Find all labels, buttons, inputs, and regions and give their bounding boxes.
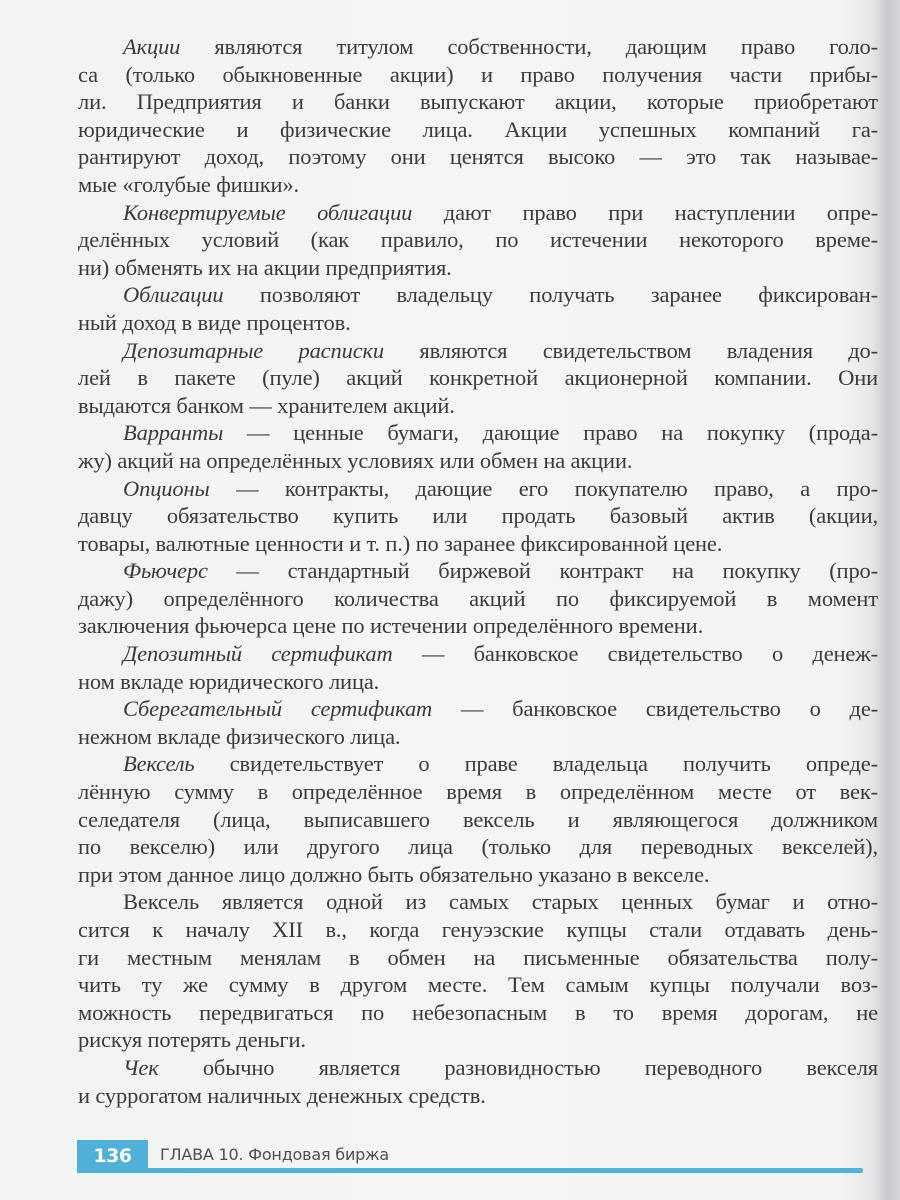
text-line [78, 750, 878, 778]
line-text: заключения фьючерса цене по истечении определённого времени. [78, 613, 704, 639]
line-text: лей в пакете (пуле) акций конкретной акционерной компании. Они [78, 365, 878, 391]
text-line [78, 944, 878, 972]
line-text: по векселю) или другого лица (только для переводных векселей), [78, 834, 878, 860]
paragraph [78, 695, 878, 750]
line-text: лённую сумму в определённое время в определённом месте от век- [78, 779, 878, 805]
line-text: — контракты, дающие его покупателю право, а про- [209, 475, 878, 501]
text-line [78, 447, 878, 475]
text-line [78, 309, 878, 337]
text-line [78, 199, 878, 227]
text-line [78, 143, 878, 171]
paragraph [78, 337, 878, 420]
defined-term: Облигации [123, 282, 224, 308]
paragraph [78, 557, 878, 640]
text-line [78, 281, 878, 309]
text-line [78, 778, 878, 806]
line-text: при этом данное лицо должно быть обязательно указано в векселе. [78, 861, 710, 887]
line-text: юридические и физические лица. Акции успешных компаний га- [78, 116, 878, 142]
text-line [78, 1054, 878, 1082]
text-line [78, 475, 878, 503]
text-line [78, 33, 878, 61]
text-line [78, 1026, 878, 1054]
text-line [78, 88, 878, 116]
text-line [78, 171, 878, 199]
line-text: селедателя (лица, выписавшего вексель и являющегося должником [78, 806, 878, 832]
paragraph [78, 419, 878, 474]
text-line [78, 585, 878, 613]
text-line [78, 861, 878, 889]
line-text: ном вкладе юридического лица. [78, 668, 380, 694]
line-text: дают право при наступлении опре- [412, 199, 878, 225]
line-text: обычно является разновидностью переводного векселя [158, 1054, 878, 1080]
line-text: ный доход в виде процентов. [78, 309, 351, 335]
text-line [78, 530, 878, 558]
line-text: ли. Предприятия и банки выпускают акции, которые приобретают [78, 89, 878, 115]
line-text: выдаются банком — хранителем акций. [78, 392, 455, 418]
text-line [78, 999, 878, 1027]
footer-rule [77, 1168, 863, 1173]
page-footer [77, 1140, 863, 1174]
paragraph [78, 888, 878, 1054]
text-line [78, 723, 878, 751]
line-text: товары, валютные ценности и т. п.) по заранее фиксированной цене. [78, 530, 723, 556]
line-text: ги местным менялам в обмен на письменные обязательства полу- [78, 944, 878, 970]
text-line [78, 419, 878, 447]
line-text: делённых условий (как правило, по истечении некоторого време- [78, 227, 878, 253]
text-line [78, 364, 878, 392]
defined-term: Сберегательный сертификат [123, 696, 433, 722]
line-text: ни) обменять их на акции предприятия. [78, 254, 452, 280]
line-text: — ценные бумаги, дающие право на покупку (прода- [223, 420, 878, 446]
text-line [78, 971, 878, 999]
line-text: рискуя потерять деньги. [78, 1027, 306, 1053]
paragraph [78, 33, 878, 199]
defined-term: Депозитарные расписки [123, 337, 385, 363]
text-line [78, 612, 878, 640]
body-text [78, 33, 878, 1109]
line-text: — банковское свидетельство о де- [432, 696, 878, 722]
paragraph [78, 281, 878, 336]
paragraph [78, 475, 878, 558]
text-line [78, 695, 878, 723]
text-line [78, 557, 878, 585]
line-text: са (только обыкновенные акции) и право получения части прибы- [78, 61, 878, 87]
line-text: Вексель является одной из самых старых ценных бумаг и отно- [123, 889, 878, 915]
defined-term: Акции [123, 34, 181, 59]
defined-term: Фьючерс [123, 558, 208, 584]
defined-term: Чек [123, 1054, 159, 1080]
defined-term: Опционы [123, 475, 210, 501]
text-line [78, 116, 878, 144]
line-text: свидетельствует о праве владельца получить опреде- [194, 751, 878, 777]
line-text: давцу обязательство купить или продать базовый актив (акции, [78, 503, 878, 529]
text-line [78, 337, 878, 365]
line-text: чить ту же сумму в другом месте. Тем самым купцы получали воз- [78, 972, 878, 998]
defined-term: Вексель [123, 751, 195, 777]
text-line [78, 888, 878, 916]
line-text: являются свидетельством владения до- [384, 337, 878, 363]
line-text: позволяют владельцу получать заранее фиксирован- [223, 282, 878, 308]
line-text: и суррогатом наличных денежных средств. [78, 1082, 486, 1108]
line-text: сится к началу XII в., когда генуэзские купцы стали отдавать день- [78, 917, 878, 942]
text-line [78, 502, 878, 530]
line-text: нежном вкладе физического лица. [78, 723, 401, 749]
text-line [78, 61, 878, 89]
line-text: рантируют доход, поэтому они ценятся высоко — это так называе- [78, 144, 878, 170]
text-line [78, 254, 878, 282]
line-text: — стандартный биржевой контракт на покупку (про- [207, 558, 878, 584]
text-line [78, 640, 878, 668]
defined-term: Депозитный сертификат [123, 641, 393, 667]
text-line [78, 1082, 878, 1110]
text-line [78, 668, 878, 696]
defined-term: Конвертируемые облигации [123, 199, 413, 225]
line-text: — банковское свидетельство о денеж- [392, 641, 878, 667]
text-line [78, 226, 878, 254]
line-text: мые «голубые фишки». [78, 171, 299, 197]
text-line [78, 916, 878, 944]
paragraph [78, 640, 878, 695]
paragraph [78, 1054, 878, 1109]
defined-term: Варранты [123, 420, 224, 446]
line-text: являются титулом собственности, дающим право голо- [180, 34, 878, 59]
line-text: можность передвигаться по небезопасным в то время дорогам, не [78, 999, 878, 1025]
page-number: 136 [77, 1140, 148, 1173]
text-line [78, 806, 878, 834]
paragraph [78, 199, 878, 282]
text-line [78, 833, 878, 861]
chapter-running-header: ГЛАВА 10. Фондовая биржа [160, 1145, 389, 1164]
paragraph [78, 750, 878, 888]
line-text: жу) акций на определённых условиях или обмен на акции. [78, 447, 633, 473]
text-line [78, 392, 878, 420]
line-text: дажу) определённого количества акций по фиксируемой в момент [78, 585, 878, 611]
